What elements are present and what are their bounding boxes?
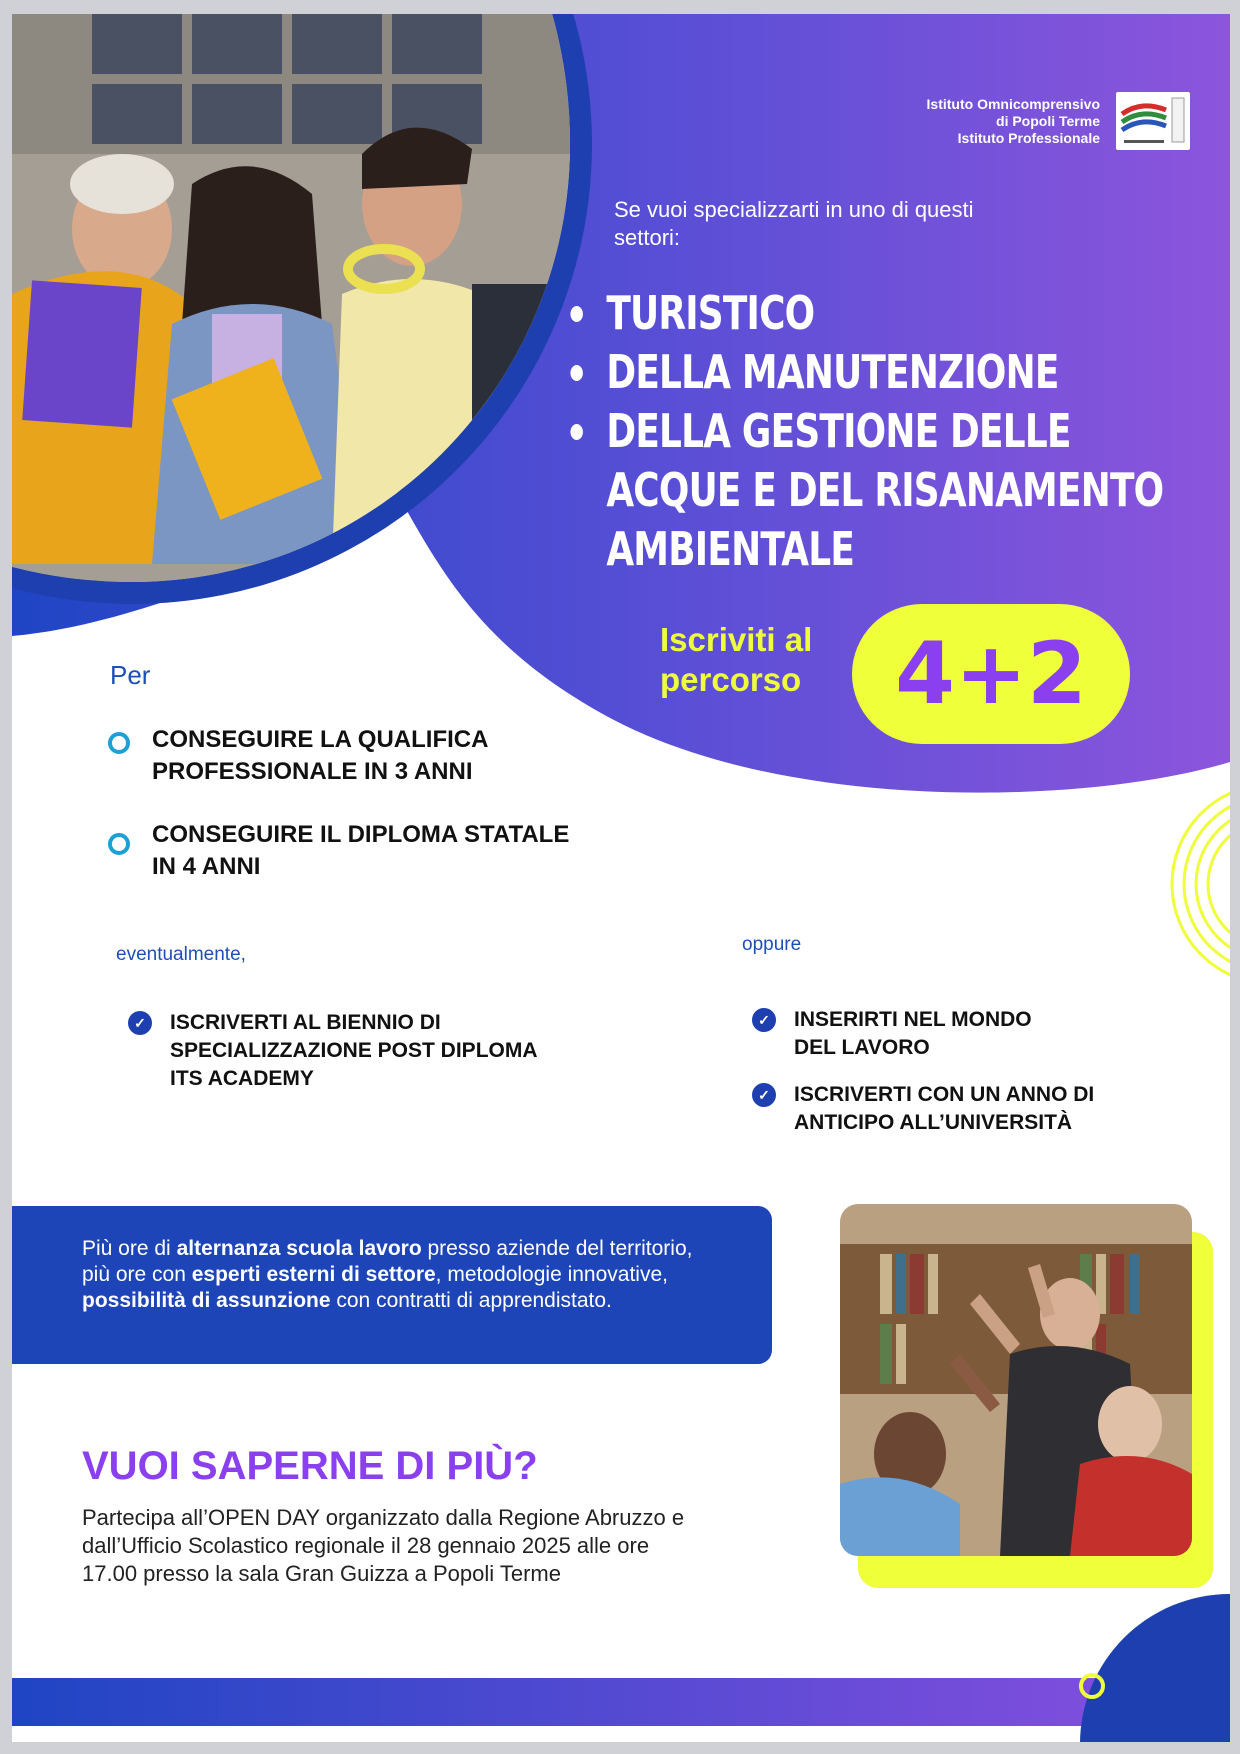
goal-item: CONSEGUIRE LA QUALIFICA PROFESSIONALE IN 3 ANNI xyxy=(108,724,668,788)
enroll-call-to-action: Iscriviti al percorso xyxy=(660,621,813,698)
goal-item: CONSEGUIRE IL DIPLOMA STATALE IN 4 ANNI xyxy=(108,819,668,883)
bullet-icon xyxy=(570,365,582,381)
check-circle-icon: ✓ xyxy=(752,1083,776,1107)
pathway-badge: 4+2 xyxy=(852,604,1130,744)
hero-intro: Se vuoi specializzarti in uno di questi settori: xyxy=(614,197,974,250)
sector-list xyxy=(572,284,1192,579)
school-name-line: di Popoli Terme xyxy=(996,112,1100,129)
option-item: ✓ ISCRIVERTI AL BIENNIO DI SPECIALIZZAZIONE POST DIPLOMA ITS ACADEMY xyxy=(128,1009,538,1093)
more-info-title: VUOI SAPERNE DI PIÙ? xyxy=(82,1444,538,1488)
sector-item: DELLA MANUTENZIONE xyxy=(572,343,1230,402)
bullet-icon xyxy=(570,424,582,440)
check-circle-icon: ✓ xyxy=(128,1011,152,1035)
option-item: ✓ INSERIRTI NEL MONDO DEL LAVORO xyxy=(752,1006,1032,1062)
sector-item: DELLA GESTIONE DELLE xyxy=(572,402,1230,461)
circle-bullet-icon xyxy=(108,833,130,855)
bullet-icon xyxy=(570,306,582,322)
option-item: ✓ ISCRIVERTI CON UN ANNO DI ANTICIPO ALL’UNIVERSITÀ xyxy=(752,1081,1094,1137)
school-logo-icon xyxy=(1116,92,1190,150)
sector-item: TURISTICO xyxy=(572,284,1230,343)
benefits-box xyxy=(12,1206,772,1364)
corner-circle-decoration xyxy=(1052,1554,1230,1742)
alternatively-label: oppure xyxy=(742,934,802,955)
eventually-label: eventualmente, xyxy=(116,944,246,965)
school-name-line: Istituto Omnicomprensivo xyxy=(926,95,1100,112)
concentric-arcs-decoration xyxy=(1162,784,1230,984)
bottom-gradient-bar xyxy=(12,1678,1230,1726)
per-label: Per xyxy=(110,660,151,690)
open-day-text: Partecipa all’OPEN DAY organizzato dalla Regione Abruzzo e dall’Ufficio Scolastico regionale il 28 gennaio 2025 alle ore 17.00 presso la sala Gran Guizza a Popoli Terme xyxy=(82,1505,685,1586)
students-high-five-photo xyxy=(840,1204,1192,1556)
circle-bullet-icon xyxy=(108,732,130,754)
sector-item-continued: ACQUE E DEL RISANAMENTO xyxy=(606,463,1164,517)
school-name-line: Istituto Professionale xyxy=(957,129,1100,146)
flyer-page xyxy=(12,14,1230,1742)
school-logo-block xyxy=(927,92,1190,150)
sector-item-continued: AMBIENTALE xyxy=(606,522,855,576)
check-circle-icon: ✓ xyxy=(752,1008,776,1032)
benefits-text: Più ore di alternanza scuola lavoro presso aziende del territorio, più ore con esperti esterni di settore, metodologie innovative, possibilità di assunzione con contratti di apprendistato. xyxy=(82,1237,693,1312)
